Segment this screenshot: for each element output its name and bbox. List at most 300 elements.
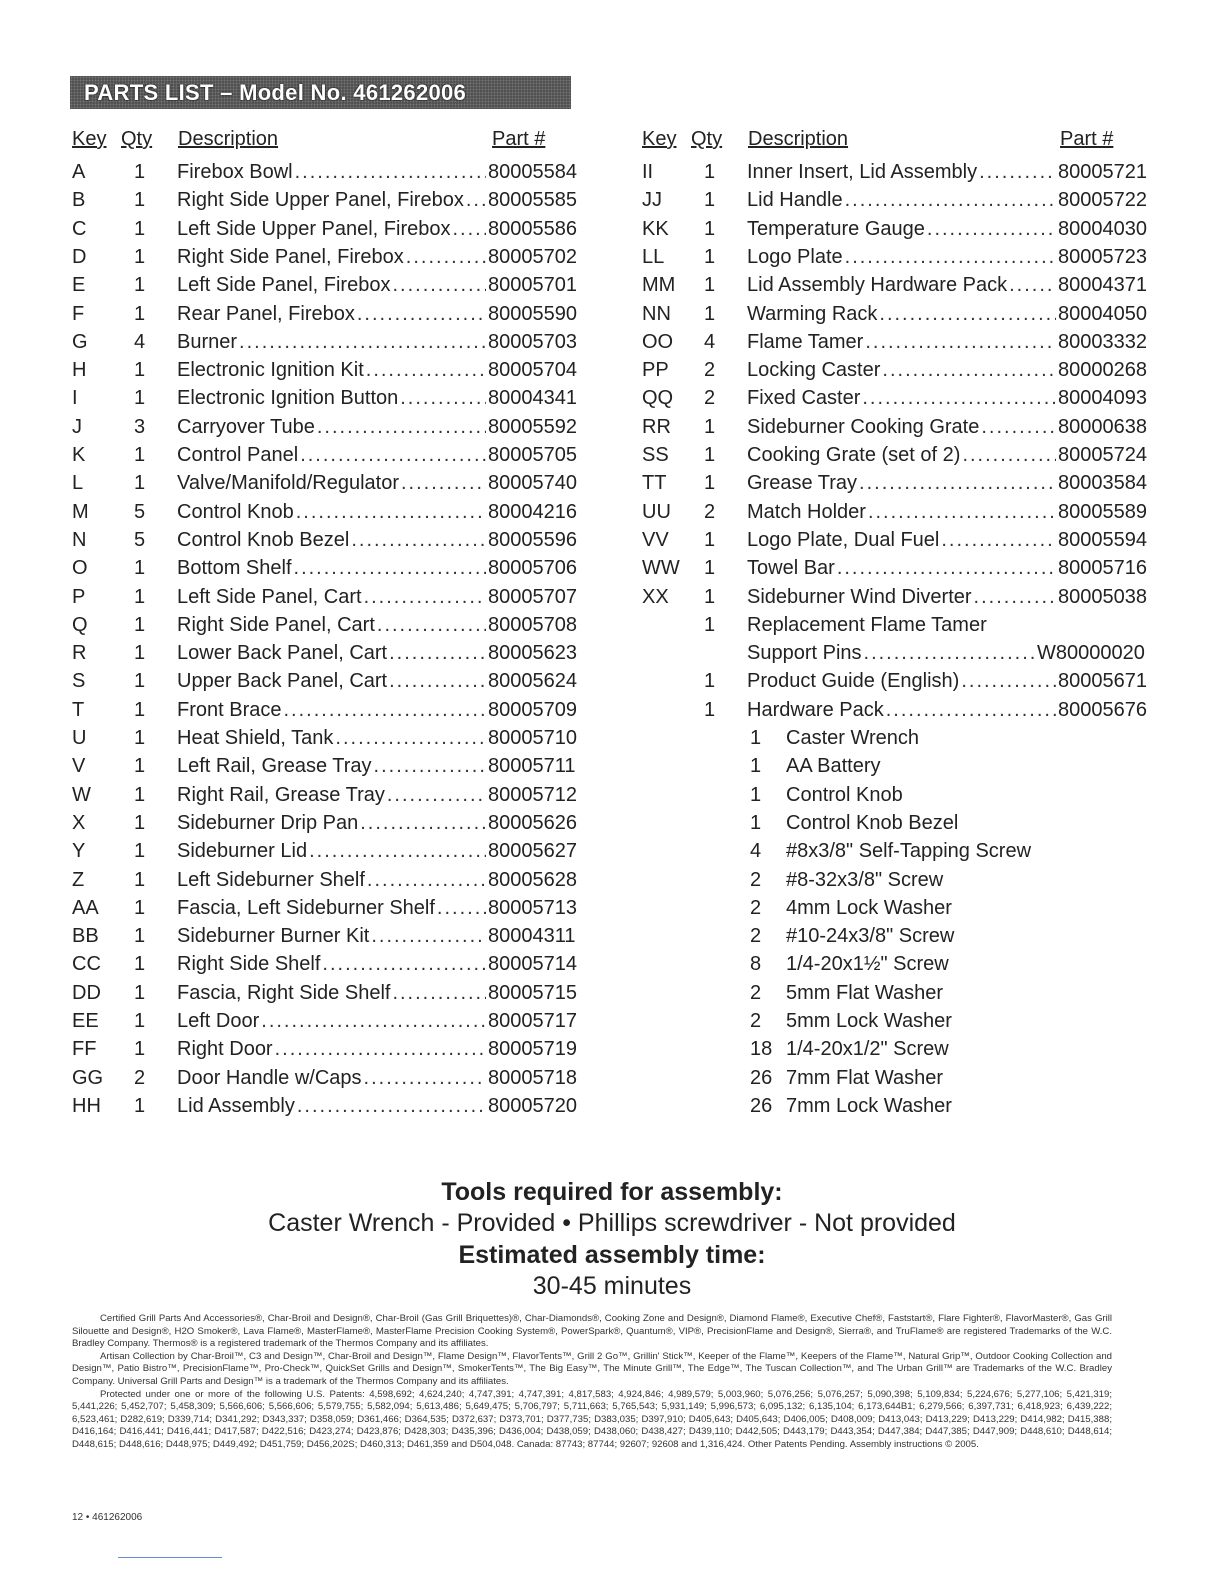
part-description (177, 979, 488, 1007)
parts-row (642, 186, 1147, 214)
part-description-text: Left Rail, Grease Tray (177, 755, 372, 778)
part-description (177, 639, 488, 667)
description-header: Description (178, 128, 279, 150)
part-key: R (72, 642, 87, 665)
leader-dots (261, 1007, 486, 1035)
part-description-text: Temperature Gauge (747, 217, 925, 240)
part-description (177, 866, 488, 894)
part-description-text: Valve/Manifold/Regulator (177, 472, 399, 495)
part-description-text: Fascia, Right Side Shelf (177, 981, 391, 1004)
part-number-header: Part # (1060, 128, 1114, 150)
part-description (177, 837, 488, 865)
part-key: O (72, 557, 88, 580)
part-qty: 1 (704, 161, 716, 183)
hardware-qty: 2 (750, 896, 762, 919)
part-description (177, 724, 488, 752)
leader-dots (297, 1092, 486, 1120)
leader-dots (981, 413, 1056, 441)
part-key: A (72, 161, 86, 183)
part-qty: 1 (704, 444, 716, 466)
part-qty: 1 (134, 302, 146, 325)
part-description (177, 696, 488, 724)
part-description-text: Warming Rack (747, 302, 878, 325)
part-number: 80005628 (488, 868, 577, 891)
part-description-text: Carryover Tube (177, 415, 315, 438)
hardware-description: AA Battery (786, 755, 881, 778)
part-description-text: Lid Assembly (177, 1094, 295, 1117)
part-key: J (72, 415, 82, 438)
part-number: 80005592 (488, 415, 577, 438)
hardware-qty: 4 (750, 840, 762, 863)
parts-row (642, 413, 1147, 441)
parts-row (72, 469, 577, 497)
hardware-item (750, 1007, 952, 1035)
hardware-qty: 1 (750, 755, 762, 778)
leader-dots (275, 1035, 486, 1063)
hardware-description: 5mm Lock Washer (786, 1010, 952, 1032)
part-description-text: Right Side Shelf (177, 953, 321, 976)
leader-dots (406, 243, 486, 271)
part-description (747, 186, 1058, 214)
part-qty: 1 (704, 189, 716, 212)
parts-row (72, 979, 577, 1007)
parts-row (642, 300, 1147, 328)
parts-row (72, 696, 577, 724)
part-qty: 1 (134, 189, 146, 212)
part-description-text: Left Side Upper Panel, Firebox (177, 217, 451, 240)
part-number: 80005709 (488, 698, 577, 721)
part-key: K (72, 444, 86, 466)
part-key: L (72, 472, 84, 495)
part-number: 80005586 (488, 217, 577, 240)
part-description-text: Sideburner Cooking Grate (747, 415, 980, 438)
part-number: 80005704 (488, 359, 577, 382)
part-description (747, 441, 1058, 469)
part-description (177, 667, 488, 695)
leader-dots (961, 667, 1056, 695)
leader-dots (377, 611, 486, 639)
part-description (177, 894, 488, 922)
tools-line: Caster Wrench - Provided • Phillips screwdriver - Not provided (268, 1209, 956, 1237)
part-qty: 1 (134, 472, 146, 495)
part-description (177, 1092, 488, 1120)
part-description-text: Product Guide (English) (747, 670, 960, 693)
part-qty: 1 (134, 981, 146, 1004)
leader-dots (366, 356, 486, 384)
part-description-text: Control Knob (177, 500, 294, 523)
part-qty: 1 (134, 868, 146, 891)
part-key: JJ (642, 189, 662, 212)
part-number: 80005717 (488, 1010, 577, 1032)
leader-dots (392, 979, 486, 1007)
part-description (177, 1035, 488, 1063)
parts-row (72, 300, 577, 328)
part-qty: 1 (704, 415, 716, 438)
part-qty: 1 (134, 387, 146, 410)
parts-row (72, 271, 577, 299)
part-number: 80005038 (1058, 585, 1147, 608)
part-description-text: Flame Tamer (747, 330, 864, 353)
hardware-item (750, 1092, 952, 1120)
leader-dots (466, 186, 486, 214)
part-description-text: Left Sideburner Shelf (177, 868, 365, 891)
part-qty: 1 (134, 274, 146, 297)
part-number: 80003584 (1058, 472, 1147, 495)
part-number: 80005740 (488, 472, 577, 495)
part-key: T (72, 698, 85, 721)
parts-row (642, 611, 987, 639)
leader-dots (387, 781, 486, 809)
parts-row (72, 215, 577, 243)
leader-dots (862, 384, 1056, 412)
part-qty: 1 (704, 217, 716, 240)
parts-row (642, 243, 1147, 271)
part-description-text: Lower Back Panel, Cart (177, 642, 388, 665)
part-qty: 1 (134, 1010, 146, 1032)
part-description (747, 667, 1058, 695)
part-qty: 1 (134, 698, 146, 721)
part-description (747, 639, 1037, 667)
part-number: 80005706 (488, 557, 577, 580)
parts-row (72, 781, 577, 809)
part-key: S (72, 670, 86, 693)
part-number: 80005626 (488, 811, 577, 834)
parts-row (642, 498, 1147, 526)
part-key: SS (642, 444, 669, 466)
parts-row (72, 752, 576, 780)
parts-row (72, 384, 577, 412)
part-description-text: Cooking Grate (set of 2) (747, 444, 961, 466)
part-key: H (72, 359, 87, 382)
part-description-text: Logo Plate (747, 245, 843, 268)
leader-dots (437, 894, 486, 922)
part-description-text: Inner Insert, Lid Assembly (747, 161, 978, 183)
part-key: LL (642, 245, 665, 268)
leader-dots (317, 413, 486, 441)
part-qty: 1 (134, 444, 146, 466)
part-description-text: Heat Shield, Tank (177, 727, 334, 749)
parts-row (72, 328, 577, 356)
part-key: M (72, 500, 89, 523)
part-description (177, 243, 488, 271)
part-number: 80000268 (1058, 359, 1147, 382)
hardware-qty: 2 (750, 868, 762, 891)
part-qty: 2 (134, 1066, 146, 1089)
part-qty: 1 (134, 245, 146, 268)
hardware-item (750, 752, 881, 780)
part-number: 80005589 (1058, 500, 1147, 523)
leader-dots (974, 583, 1056, 611)
hardware-qty: 26 (750, 1094, 773, 1117)
leader-dots (927, 215, 1056, 243)
part-description (177, 158, 488, 186)
parts-row (642, 384, 1147, 412)
hardware-qty: 1 (750, 811, 762, 834)
part-number: 80005623 (488, 642, 577, 665)
leader-dots (886, 696, 1056, 724)
part-description-text: Locking Caster (747, 359, 881, 382)
part-qty: 5 (134, 500, 146, 523)
hardware-item (750, 724, 919, 752)
part-number: 80003332 (1058, 330, 1147, 353)
parts-row (72, 583, 577, 611)
leader-dots (392, 271, 486, 299)
part-description-text: Sideburner Lid (177, 840, 308, 863)
part-qty: 1 (134, 642, 146, 665)
leader-dots (294, 554, 486, 582)
parts-row (642, 667, 1147, 695)
part-description-text: Right Side Panel, Cart (177, 613, 375, 636)
hardware-item (750, 809, 958, 837)
part-description (747, 243, 1058, 271)
leader-dots (401, 469, 486, 497)
part-qty: 1 (704, 585, 716, 608)
part-description-text: Hardware Pack (747, 698, 884, 721)
parts-row (72, 1092, 577, 1120)
part-number: 80005724 (1058, 444, 1147, 466)
leader-dots (322, 950, 486, 978)
part-description (177, 752, 488, 780)
part-description (177, 498, 488, 526)
parts-row (72, 724, 577, 752)
part-key: II (642, 161, 654, 183)
hardware-qty: 1 (750, 783, 762, 806)
hardware-item (750, 866, 943, 894)
parts-row (72, 922, 576, 950)
part-description-text: Logo Plate, Dual Fuel (747, 528, 940, 551)
qty-header: Qty (121, 128, 153, 150)
parts-row (72, 356, 577, 384)
description-header: Description (748, 128, 849, 150)
parts-row (72, 1007, 577, 1035)
parts-row (642, 215, 1147, 243)
part-key: EE (72, 1010, 99, 1032)
parts-row (642, 526, 1147, 554)
part-description (747, 583, 1058, 611)
part-description (177, 554, 488, 582)
hardware-description: 4mm Lock Washer (786, 896, 952, 919)
parts-row (72, 243, 577, 271)
part-description-text: Sideburner Wind Diverter (747, 585, 972, 608)
part-description-text: Replacement Flame Tamer (747, 613, 987, 636)
left-column-header (72, 128, 572, 151)
part-number: 80005590 (488, 302, 577, 325)
part-description (177, 526, 488, 554)
part-key: VV (642, 528, 669, 551)
time-value: 30-45 minutes (532, 1272, 692, 1300)
part-number: 80005719 (488, 1038, 577, 1061)
parts-row (72, 186, 577, 214)
tools-heading: Tools required for assembly: (441, 1178, 783, 1206)
part-number: 80005714 (488, 953, 577, 976)
part-description (177, 186, 488, 214)
hardware-description: 1/4-20x1½" Screw (786, 953, 949, 976)
parts-row (72, 950, 577, 978)
part-description (177, 215, 488, 243)
part-description-text: Right Side Panel, Firebox (177, 245, 404, 268)
part-number: 80004371 (1058, 274, 1147, 297)
part-qty: 5 (134, 528, 146, 551)
part-number: 80005722 (1058, 189, 1147, 212)
part-description (747, 328, 1058, 356)
part-description (177, 583, 488, 611)
part-qty: 1 (134, 727, 146, 749)
part-description (177, 469, 488, 497)
part-number: 80005711 (488, 755, 576, 778)
parts-row (72, 809, 577, 837)
part-qty: 1 (134, 1094, 146, 1117)
part-qty: 1 (704, 670, 716, 693)
divider (118, 1557, 222, 1558)
part-key: G (72, 330, 88, 353)
part-description (747, 215, 1058, 243)
qty-header: Qty (691, 128, 723, 150)
leader-dots (300, 441, 486, 469)
hardware-description: Control Knob (786, 783, 903, 806)
part-description-text: Fixed Caster (747, 387, 861, 410)
part-description (177, 950, 488, 978)
part-number: 80005585 (488, 189, 577, 212)
parts-row (642, 328, 1147, 356)
part-key: P (72, 585, 86, 608)
part-qty: 4 (704, 330, 716, 353)
part-description (177, 781, 488, 809)
part-number: 80005720 (488, 1094, 577, 1117)
part-description (177, 271, 488, 299)
part-qty: 1 (134, 783, 146, 806)
part-number: 80004093 (1058, 387, 1147, 410)
leader-dots (239, 328, 486, 356)
part-key: WW (642, 557, 680, 580)
leader-dots (389, 667, 486, 695)
part-number: 80004216 (488, 500, 577, 523)
part-key: DD (72, 981, 101, 1004)
part-description (177, 611, 488, 639)
part-description (177, 356, 488, 384)
parts-row (642, 554, 1147, 582)
leader-dots (364, 1064, 486, 1092)
part-description (747, 554, 1058, 582)
part-description (177, 384, 488, 412)
part-description (177, 809, 488, 837)
part-qty: 1 (704, 528, 716, 551)
hardware-item (750, 1064, 943, 1092)
hardware-qty: 18 (750, 1038, 773, 1061)
part-description (747, 696, 1058, 724)
part-qty: 1 (134, 585, 146, 608)
hardware-qty: 1 (750, 727, 762, 749)
part-key: MM (642, 274, 676, 297)
part-description (177, 922, 488, 950)
part-description-text: Sideburner Burner Kit (177, 925, 370, 948)
leader-dots (374, 752, 486, 780)
part-description-text: Door Handle w/Caps (177, 1066, 362, 1089)
part-description (747, 413, 1058, 441)
part-key: BB (72, 925, 99, 948)
parts-row (642, 639, 1145, 667)
hardware-item (750, 922, 954, 950)
parts-row (72, 894, 577, 922)
part-description-text: Front Brace (177, 698, 282, 721)
part-number: 80005715 (488, 981, 577, 1004)
parts-row (72, 498, 577, 526)
part-description (747, 526, 1058, 554)
parts-row (642, 158, 1147, 186)
part-key: GG (72, 1066, 104, 1089)
part-qty: 2 (704, 387, 716, 410)
parts-row (642, 583, 1147, 611)
part-key: FF (72, 1038, 97, 1061)
part-description-text: Bottom Shelf (177, 557, 292, 580)
part-number-header: Part # (492, 128, 546, 150)
part-qty: 1 (134, 811, 146, 834)
patents: Protected under one or more of the following U.S. Patents: 4,598,692; 4,624,240; 4,747,391; 4,747,391; 4,817,583; 4,924,846; 4,989,579; 5,003,960; 5,076,256; 5,076,257; 5,090,398; 5,109,834; 5,224,676; 5,277,106; 5,421,319; 5,441,226; 5,452,707; 5,458,309; 5,566,606; 5,566,606; 5,579,755; 5,582,094; 5,613,486; 5,649,475; 5,706,797; 5,711,663; 5,765,543; 5,931,149; 5,996,573; 6,095,132; 6,135,104; 6,173,644B1; 6,279,566; 6,397,731; 6,418,923; 6,439,222; 6,523,461; D282,619; D339,714; D341,292; D343,337; D358,059; D361,466; D364,535; D372,637; D373,701; D377,735; D383,035; D397,910; D405,643; D405,643; D406,005; D408,009; D413,043; D413,229; D413,229; D414,982; D415,388; D416,164; D416,441; D416,441; D417,587; D422,516; D423,274; D423,876; D428,303; D435,396; D436,004; D438,059; D438,060; D438,427; D439,110; D442,505; D443,179; D443,354; D447,384; D447,385; D447,909; D448,610; D448,614; D448,615; D448,616; D448,975; D449,492; D451,759; D456,202S; D460,313; D461,359 and D504,048. Canada: 87743; 87744; 92607; 92608 and 1,316,424. Other Patents Pending. Assembly instructions © 2005. (72, 1388, 1112, 1450)
part-key: I (72, 387, 78, 410)
leader-dots (309, 837, 486, 865)
part-number: 80005712 (488, 783, 577, 806)
hardware-qty: 8 (750, 953, 762, 976)
part-key: N (72, 528, 87, 551)
part-description-text: Lid Handle (747, 189, 843, 212)
part-number: 80005723 (1058, 245, 1147, 268)
hardware-qty: 26 (750, 1066, 773, 1089)
registered-trademarks: Certified Grill Parts And Accessories®, Char-Broil and Design®, Char-Broil (Gas Grill Briquettes)®, Char-Diamonds®, Cooking Zone and Design®, Diamond Flame®, Executive Chef®, Faststart®, Flare Fighter®, FlavorMaster®, Gas Grill Silouette and Design®, H2O Smoker®, Lava Flame®, MasterFlame®, MasterFlame Precision Cooking System®, PowerSpark®, Quantum®, VIP®, PrecisionFlame and Design®, Sierra®, and TruFlame® are registered Trademarks of the W.C. Bradley Company. Thermos® is a registered trademark of the Thermos Company and its affiliates. (72, 1313, 1112, 1350)
part-description (177, 300, 488, 328)
hardware-qty: 2 (750, 1010, 762, 1032)
part-qty: 1 (704, 472, 716, 495)
leader-dots (296, 498, 486, 526)
hardware-description: Control Knob Bezel (786, 811, 959, 834)
part-qty: 1 (704, 274, 716, 297)
part-key: Z (72, 868, 85, 891)
part-description-text: Left Side Panel, Firebox (177, 274, 391, 297)
parts-row (72, 667, 577, 695)
leader-dots (357, 300, 486, 328)
hardware-item (750, 979, 943, 1007)
parts-row (642, 696, 1147, 724)
part-description-text: Left Door (177, 1010, 260, 1032)
part-number: 80005703 (488, 330, 577, 353)
parts-row (72, 441, 577, 469)
part-number: 80004341 (488, 387, 577, 410)
part-number: 80005594 (1058, 528, 1147, 551)
part-description-text: Right Door (177, 1038, 273, 1061)
key-header: Key (72, 128, 107, 150)
part-description (177, 1007, 488, 1035)
parts-list-title: PARTS LIST – Model No. 461262006 (70, 76, 571, 109)
part-key: V (72, 755, 86, 778)
hardware-description: 7mm Lock Washer (786, 1094, 952, 1117)
part-number: 80005671 (1058, 670, 1147, 693)
leader-dots (335, 724, 486, 752)
part-number: 80005676 (1058, 698, 1147, 721)
leader-dots (367, 866, 486, 894)
part-key: X (72, 811, 86, 834)
hardware-description: #8x3/8" Self-Tapping Screw (786, 840, 1032, 863)
trademark-fine-print (72, 1313, 1112, 1452)
part-description (747, 498, 1058, 526)
leader-dots (351, 526, 486, 554)
hardware-item (750, 1035, 949, 1063)
leader-dots (845, 243, 1056, 271)
part-qty: 1 (704, 613, 716, 636)
part-qty: 1 (704, 557, 716, 580)
part-qty: 1 (134, 755, 146, 778)
leader-dots (941, 526, 1056, 554)
part-description (747, 158, 1058, 186)
part-description-text: Towel Bar (747, 557, 835, 580)
part-key: QQ (642, 387, 674, 410)
